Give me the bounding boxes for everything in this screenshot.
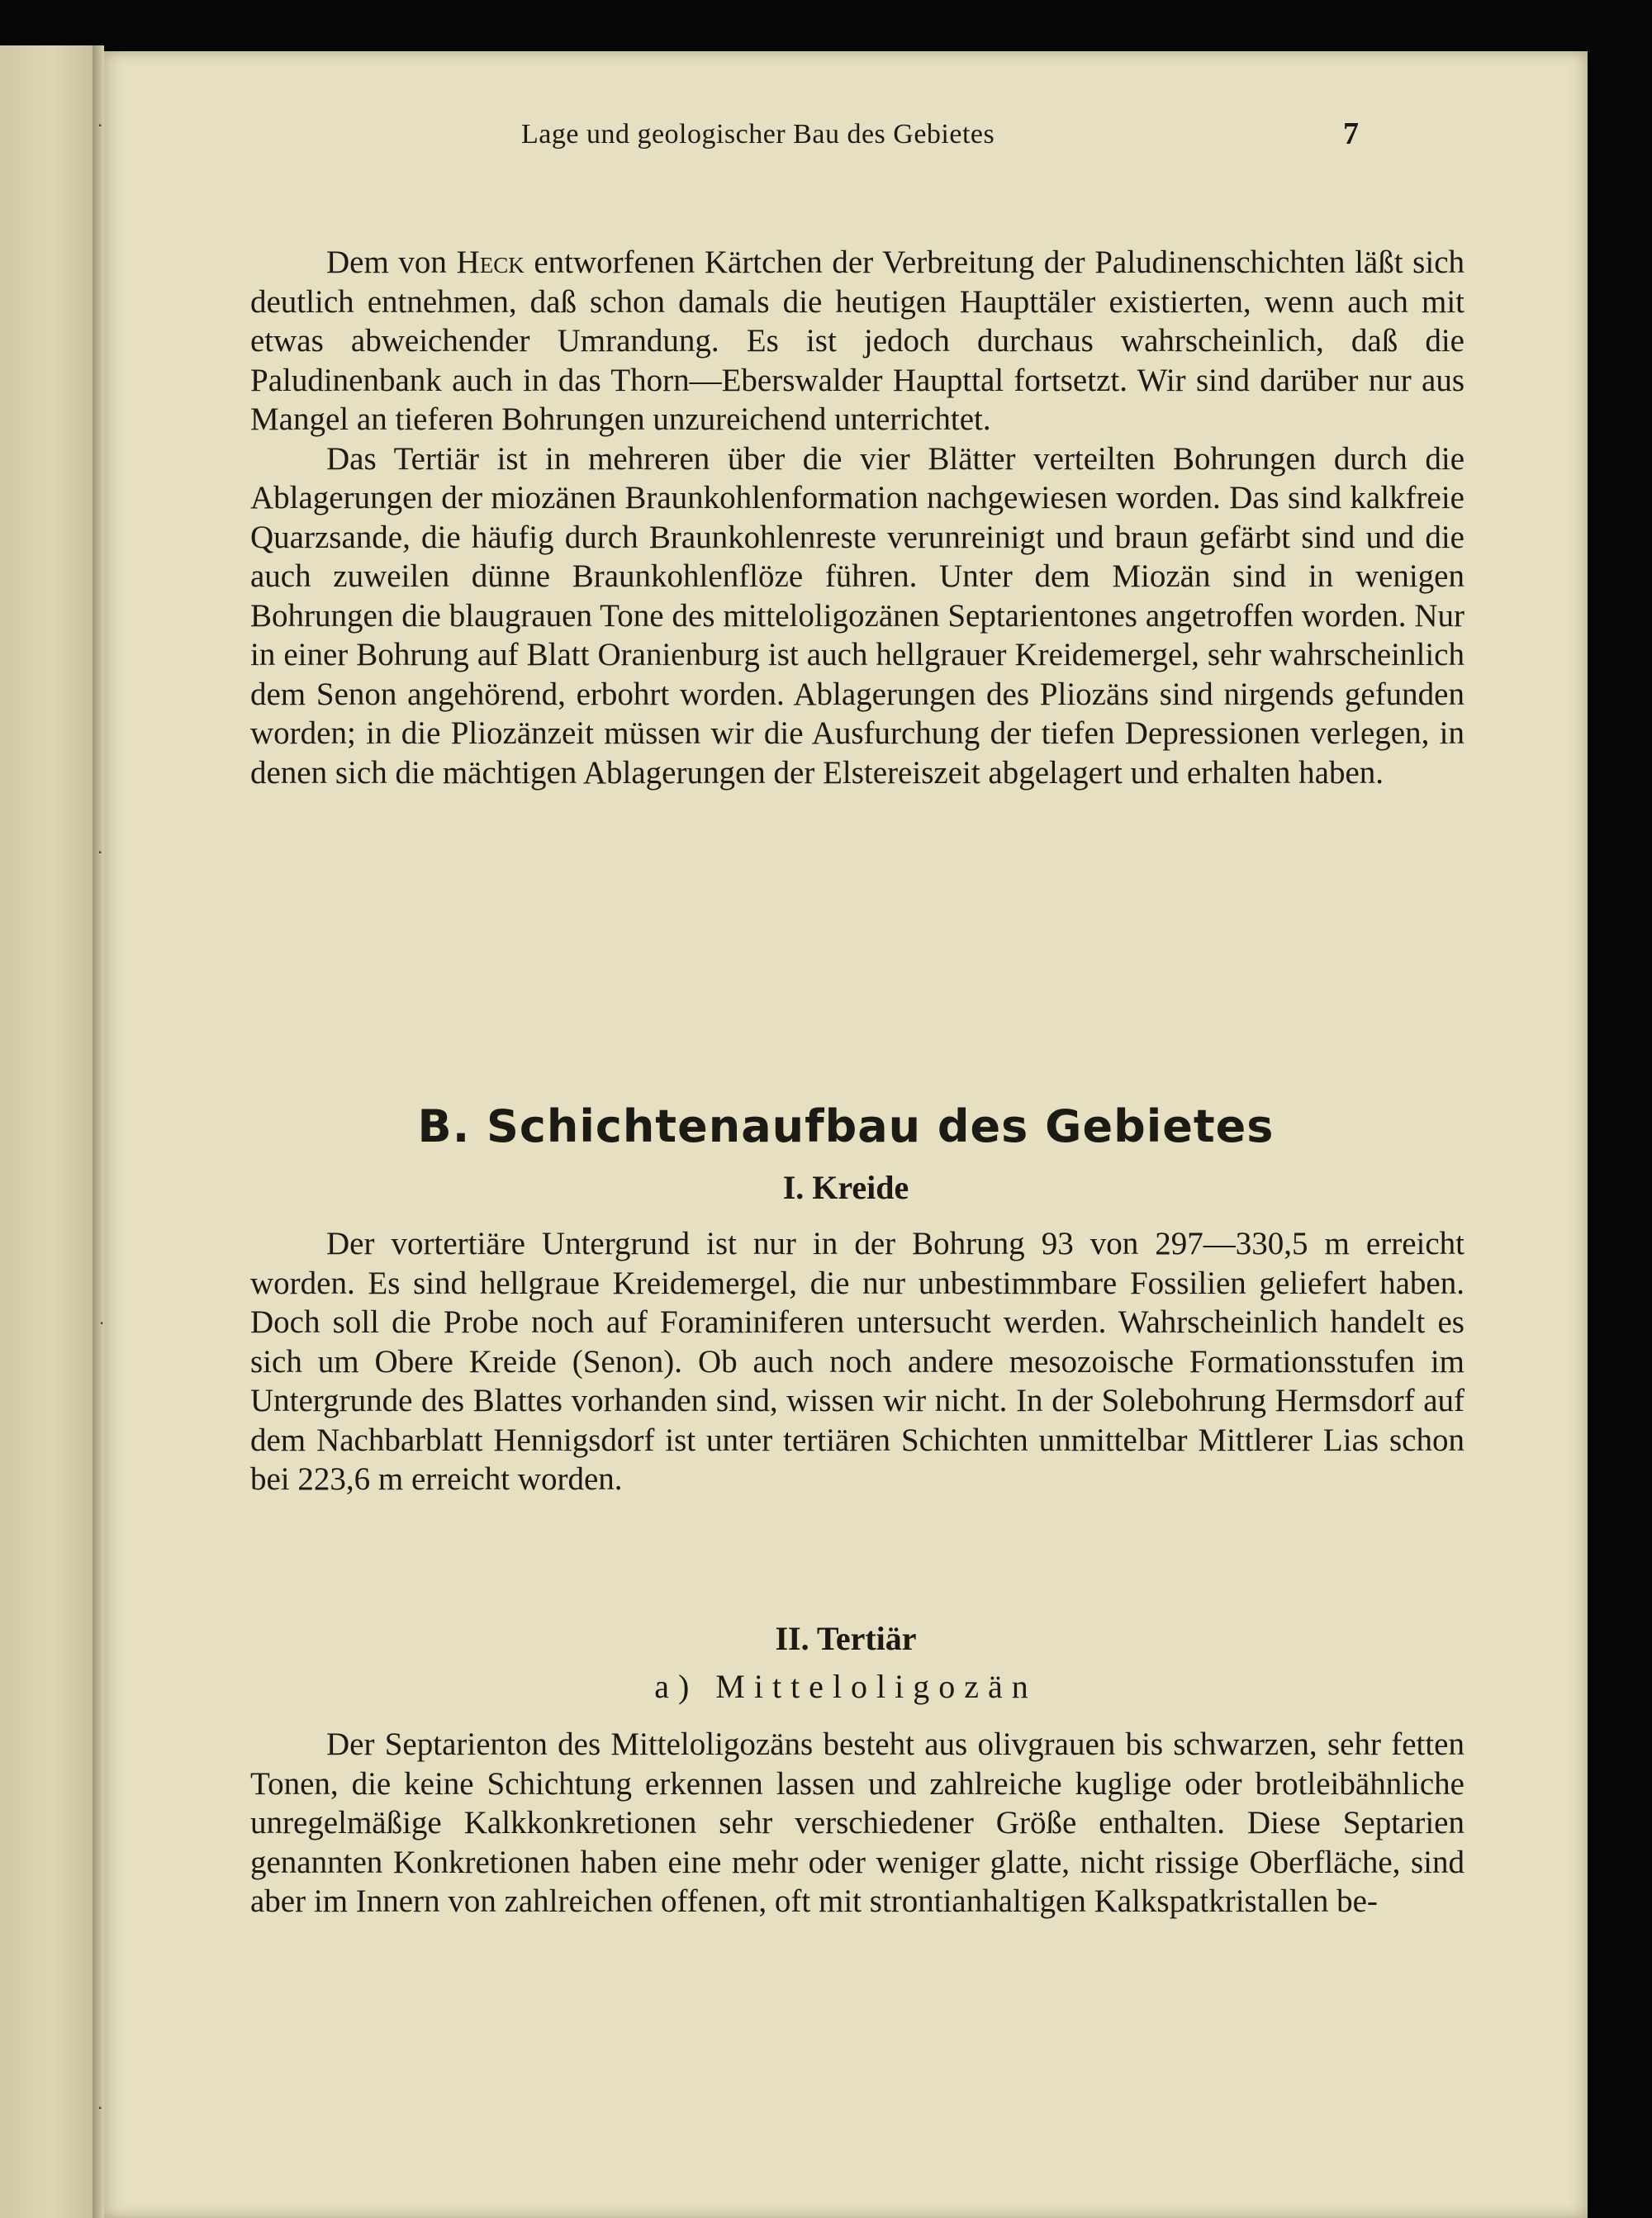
subsection-heading-kreide: I. Kreide [782,1169,909,1206]
section-heading-b: B. Schichtenaufbau des Gebietes [417,1100,1275,1152]
paragraph-paludinen [250,243,1464,439]
paragraph-text-rest: entworfenen Kärtchen der Verbreitung der Paludinenschichten läßt sich deutlich entnehmen, daß schon damals die heutigen Haupttäler existierten, wenn auch mit etwas abweichender Umrandung. Es ist jedoch durchaus wahrscheinlich, daß die Paludinenbank auch in das Thorn—Eberswalder Haupttal fortsetzt. Wir sind darüber nur aus Mangel an tieferen Bohrungen unzureichend unterrichtet. [250,245,1465,437]
paragraph-text-lead: Dem von [326,245,457,280]
paragraph-tertiaer-overview: Das Tertiär ist in mehreren über die vier Blätter verteilten Bohrungen durch die Ablagerungen der miozänen Braunkohlenformation nachgewiesen worden. Das sind kalkfreie Quarzsande, die häufig durch Braunkohlenreste verunreinigt und braun gefärbt sind und die auch zuweilen dünne Braunkohlenflöze führen. Unter dem Miozän sind in wenigen Bohrungen die blaugrauen Tone des mitteloligozänen Septarientones angetroffen worden. Nur in einer Bohrung auf Blatt Oranienburg ist auch hellgrauer Kreidemergel, sehr wahrscheinlich dem Senon angehörend, erbohrt worden. Ablagerungen des Pliozäns sind nirgends gefunden worden; in die Pliozänzeit müssen wir die Ausfurchung der tiefen Depressionen verlegen, in denen sich die mächtigen Ablagerungen der Elstereiszeit abgelagert und erhalten haben. [250,440,1464,791]
paragraph-septarienton: Der Septarienton des Mitteloligozäns besteht aus olivgrauen bis schwarzen, sehr fetten Tonen, die keine Schichtung erkennen lassen und zahlreiche kuglige oder brotleibähnliche unregelmäßige Kalkkonkretionen sehr verschiedener Größe enthalten. Diese Septarien genannten Konkretionen haben eine mehr oder weniger glatte, nicht rissige Oberfläche, sind aber im Innern von zahlreichen offenen, oft mit strontianhaltigen Kalkspatkristallen be- [250,1726,1464,1919]
subsection-heading-mitteloligozaen: a) Mitteloligozän [654,1668,1037,1705]
previous-page-edge [0,45,95,2218]
mitteloligozaen-text-block [250,1725,1464,1921]
margin-speck: · [97,116,103,135]
author-name: Heck [456,245,525,280]
book-page [104,51,1588,2218]
kreide-text-block [250,1224,1464,1499]
margin-speck: · [97,2098,103,2118]
margin-speck: · [99,1313,105,1333]
intro-text-block [250,243,1464,792]
margin-speck: · [97,843,103,862]
paragraph-kreide: Der vortertiäre Untergrund ist nur in der Bohrung 93 von 297—330,5 m erreicht worden. Es sind hellgraue Kreidemergel, die nur unbestimmbare Fossilien geliefert haben. Doch soll die Probe noch auf Foraminiferen untersucht werden. Wahrscheinlich handelt es sich um Obere Kreide (Senon). Ob auch noch andere mesozoische Formationsstufen im Untergrunde des Blattes vorhanden sind, wissen wir nicht. In der Solebohrung Hermsdorf auf dem Nachbarblatt Hennigsdorf ist unter tertiären Schichten unmittelbar Mittlerer Lias schon bei 223,6 m erreicht worden. [250,1226,1464,1497]
page-number: 7 [1343,116,1359,151]
running-head-title: Lage und geologischer Bau des Gebietes [521,119,995,150]
book-gutter [93,45,104,2218]
running-head [104,116,1588,169]
subsection-heading-tertiaer: II. Tertiär [775,1620,917,1657]
